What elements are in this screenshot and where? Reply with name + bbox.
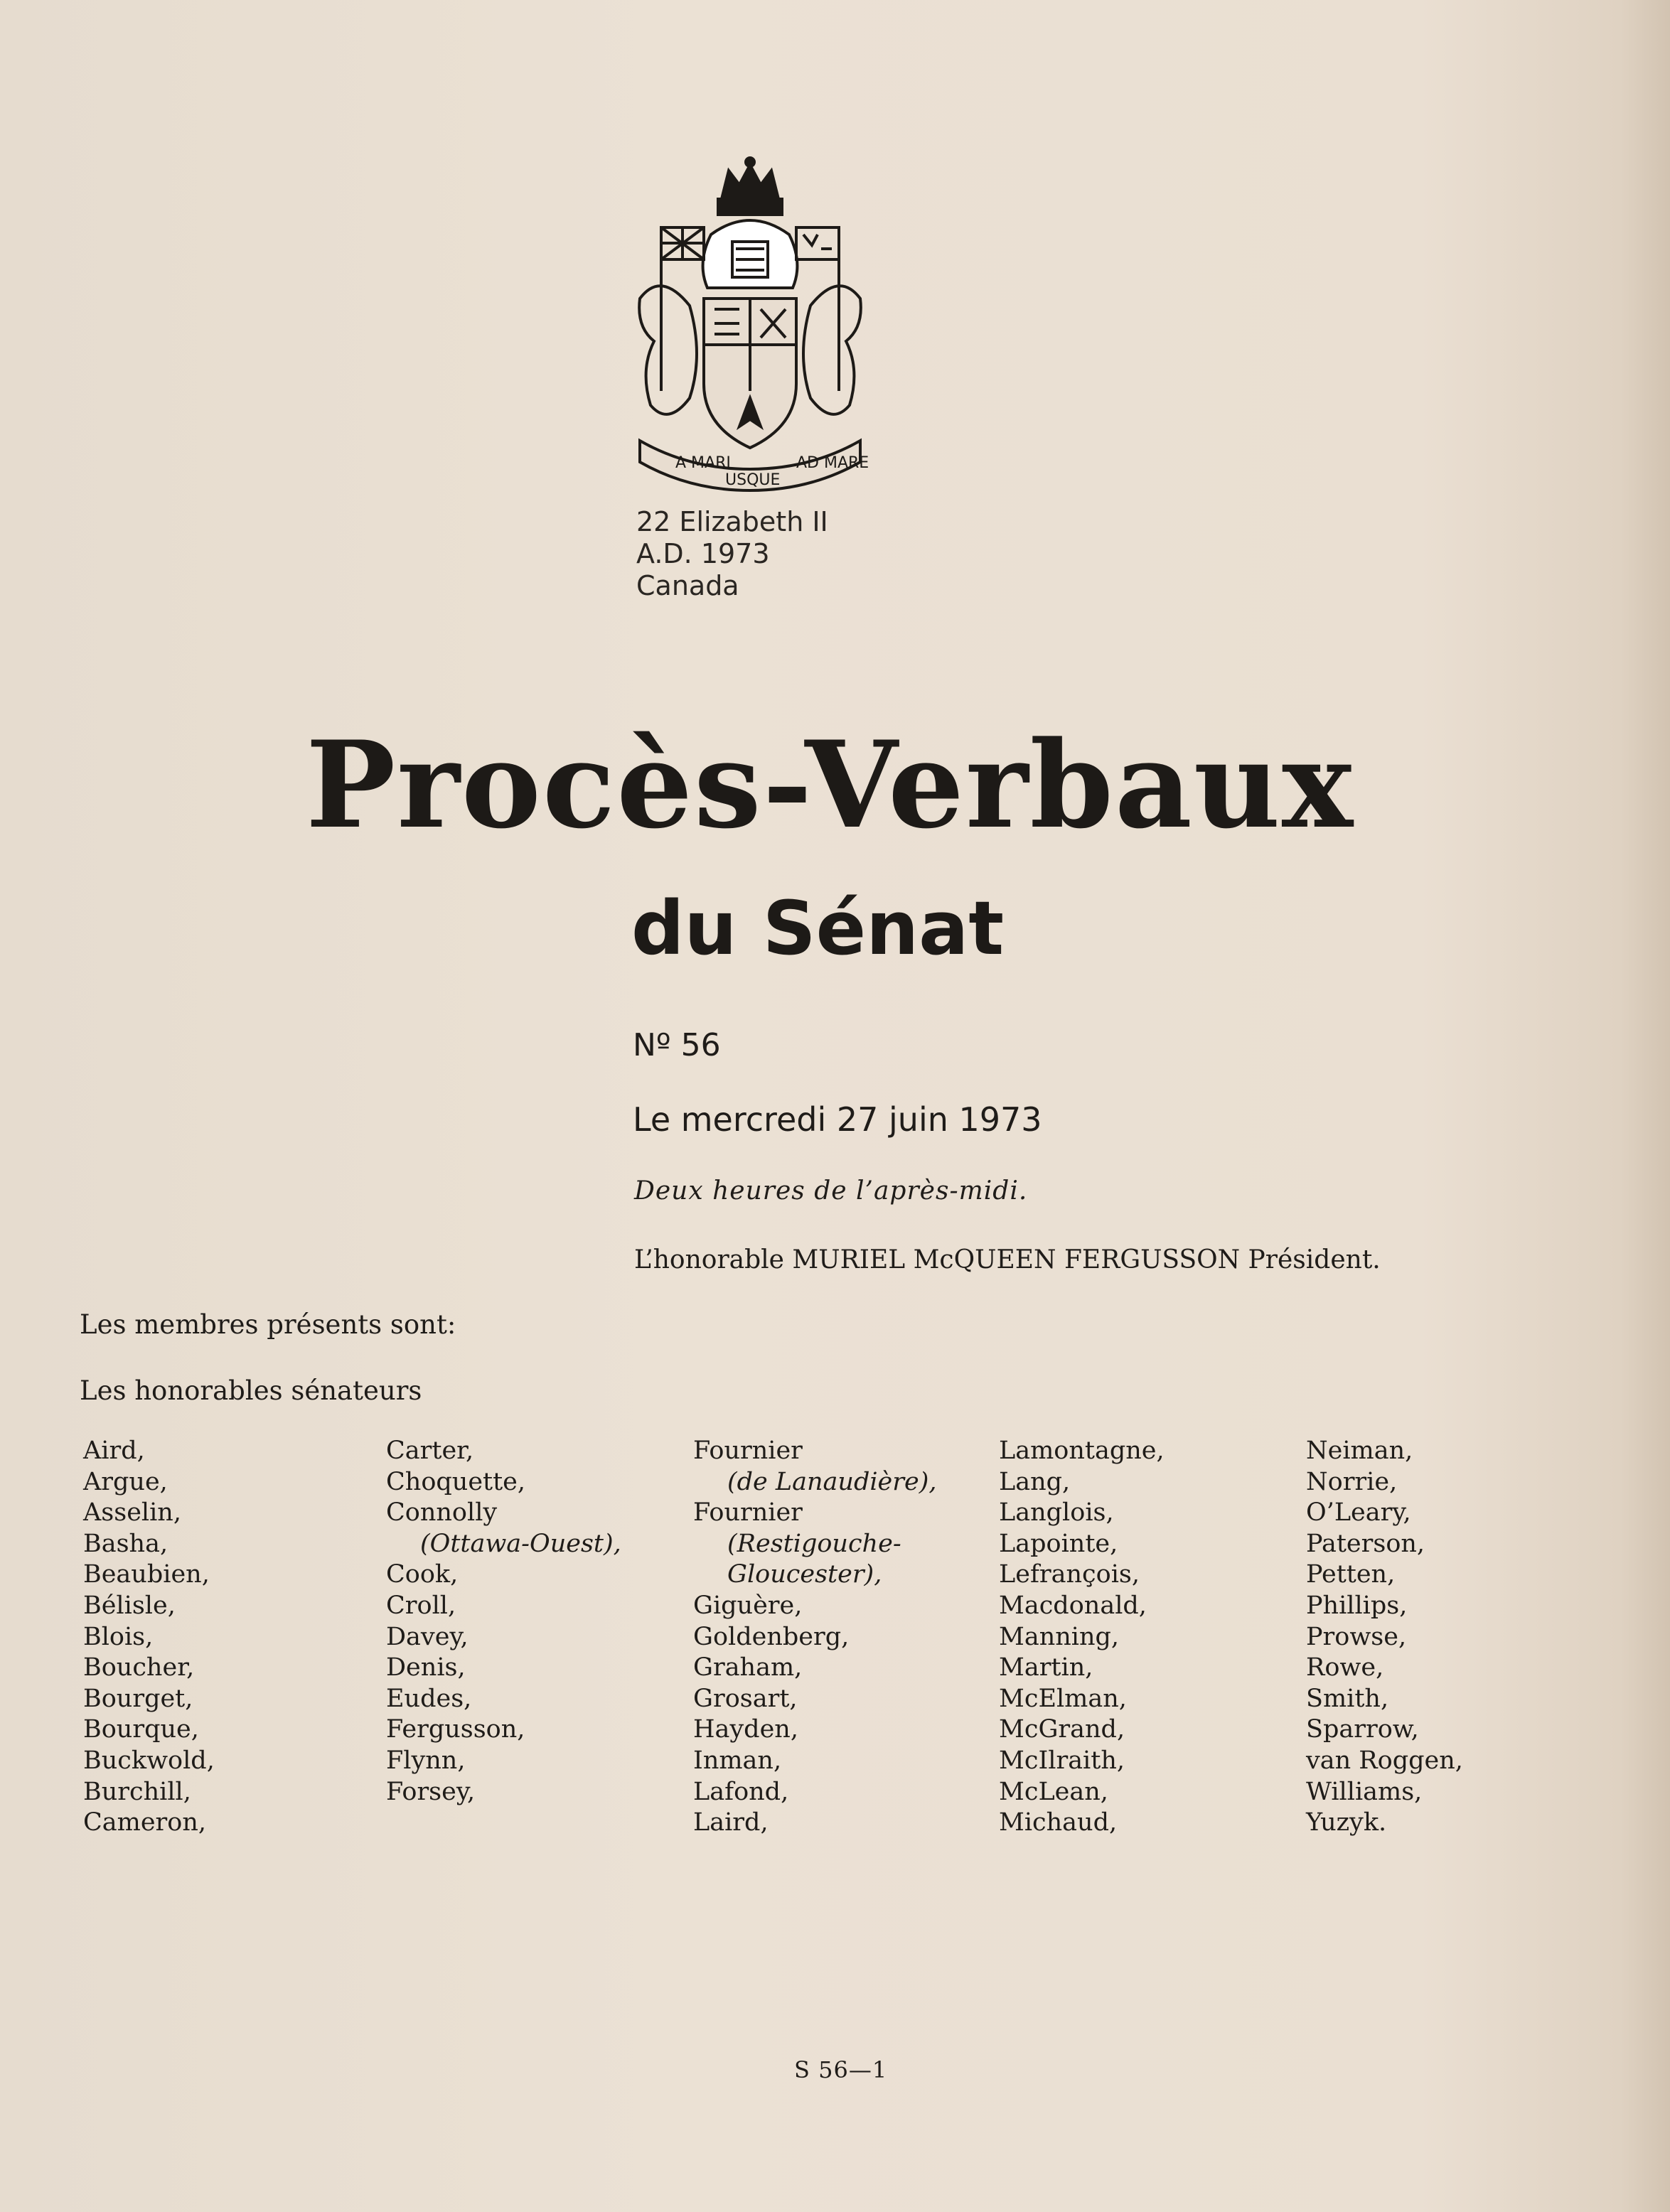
senator-name: Basha, (83, 1529, 168, 1558)
issue-number: Nº 56 (633, 1027, 721, 1063)
senator-name: Neiman, (1306, 1437, 1413, 1465)
senator-division: (Ottawa-Ouest), (420, 1529, 621, 1558)
senators-column-5 (1306, 1436, 1463, 1839)
senator-name: O’Leary, (1306, 1498, 1411, 1528)
senator-name: Yuzyk. (1306, 1808, 1387, 1837)
senator-name: Davey, (386, 1622, 469, 1651)
regnal-year: 22 Elizabeth II (636, 506, 828, 537)
senator-name: Macdonald, (999, 1591, 1147, 1620)
senator-name: McLean, (999, 1777, 1108, 1806)
senator-name: Aird, (83, 1437, 145, 1465)
senator-name: Choquette, (386, 1467, 526, 1496)
senator-name: Lefrançois, (999, 1560, 1140, 1589)
senator-name: Fournier (693, 1498, 803, 1528)
senator-name: Burchill, (83, 1777, 191, 1806)
senator-name: Bélisle, (83, 1591, 176, 1620)
senator-name: Eudes, (386, 1684, 472, 1713)
senator-name: Rowe, (1306, 1653, 1384, 1682)
senator-name: Williams, (1306, 1777, 1423, 1806)
senator-name: Graham, (693, 1653, 803, 1682)
members-intro: Les membres présents sont: (80, 1309, 456, 1340)
senator-name: Goldenberg, (693, 1622, 850, 1651)
senator-name: Blois, (83, 1622, 154, 1651)
senator-name: Petten, (1306, 1560, 1396, 1589)
senator-name: van Roggen, (1306, 1746, 1463, 1775)
senator-name: Langlois, (999, 1498, 1114, 1528)
senator-name: Denis, (386, 1653, 466, 1682)
senator-name: Asselin, (83, 1498, 181, 1528)
senator-name: Smith, (1306, 1684, 1389, 1713)
senator-name: Martin, (999, 1653, 1093, 1682)
senator-name: Cook, (386, 1560, 459, 1589)
senator-name: Manning, (999, 1622, 1120, 1651)
senator-name: Argue, (83, 1467, 168, 1496)
country: Canada (636, 570, 739, 601)
senator-name: Hayden, (693, 1715, 798, 1744)
senator-division: Gloucester), (727, 1560, 882, 1589)
senator-name: Sparrow, (1306, 1715, 1419, 1744)
senator-name: Connolly (386, 1498, 498, 1528)
senator-name: McIlraith, (999, 1746, 1125, 1775)
senator-name: Croll, (386, 1591, 456, 1620)
senators-column-2 (386, 1436, 621, 1808)
senator-name: Prowse, (1306, 1622, 1407, 1651)
senator-name: Michaud, (999, 1808, 1118, 1837)
motto-left: A MARI (675, 454, 731, 472)
session-time: Deux heures de l’après-midi. (634, 1176, 1028, 1206)
senator-name: Phillips, (1306, 1591, 1408, 1620)
session-date: Le mercredi 27 juin 1973 (633, 1100, 1042, 1139)
senator-name: Lamontagne, (999, 1437, 1165, 1465)
page-subtitle: du Sénat (631, 885, 1005, 972)
senator-name: Bourque, (83, 1715, 199, 1744)
senator-name: Bourget, (83, 1684, 193, 1713)
senator-name: McElman, (999, 1684, 1127, 1713)
presiding-officer: L’honorable MURIEL McQUEEN FERGUSSON Président. (634, 1245, 1381, 1274)
senators-intro: Les honorables sénateurs (80, 1375, 422, 1406)
senator-division: (Restigouche- (727, 1529, 901, 1558)
page-title: Procès-Verbaux (306, 714, 1355, 855)
senator-name: Forsey, (386, 1777, 476, 1806)
senator-name: Fergusson, (386, 1715, 525, 1744)
senator-name: Laird, (693, 1808, 769, 1837)
senator-name: Beaubien, (83, 1560, 210, 1589)
senator-name: Flynn, (386, 1746, 466, 1775)
senator-name: Carter, (386, 1437, 474, 1465)
page-footer: S 56—1 (794, 2056, 888, 2083)
senator-name: Paterson, (1306, 1529, 1425, 1558)
senator-name: Inman, (693, 1746, 782, 1775)
senator-name: Fournier (693, 1437, 803, 1465)
senators-column-3 (693, 1436, 937, 1839)
senator-name: Lang, (999, 1467, 1071, 1496)
senators-column-1 (83, 1436, 215, 1839)
year: A.D. 1973 (636, 538, 770, 569)
senator-name: Lapointe, (999, 1529, 1118, 1558)
senator-name: Lafond, (693, 1777, 789, 1806)
senator-name: McGrand, (999, 1715, 1125, 1744)
document-meta (636, 506, 828, 602)
coat-of-arms-of-canada (626, 156, 874, 498)
senator-name: Buckwold, (83, 1746, 215, 1775)
senator-name: Norrie, (1306, 1467, 1398, 1496)
senator-name: Grosart, (693, 1684, 798, 1713)
motto-right: AD MARE (796, 454, 869, 472)
senator-division: (de Lanaudière), (727, 1467, 937, 1496)
motto-center: USQUE (725, 471, 781, 489)
senator-name: Giguère, (693, 1591, 803, 1620)
senator-name: Boucher, (83, 1653, 195, 1682)
senators-column-4 (999, 1436, 1165, 1839)
senator-name: Cameron, (83, 1808, 207, 1837)
